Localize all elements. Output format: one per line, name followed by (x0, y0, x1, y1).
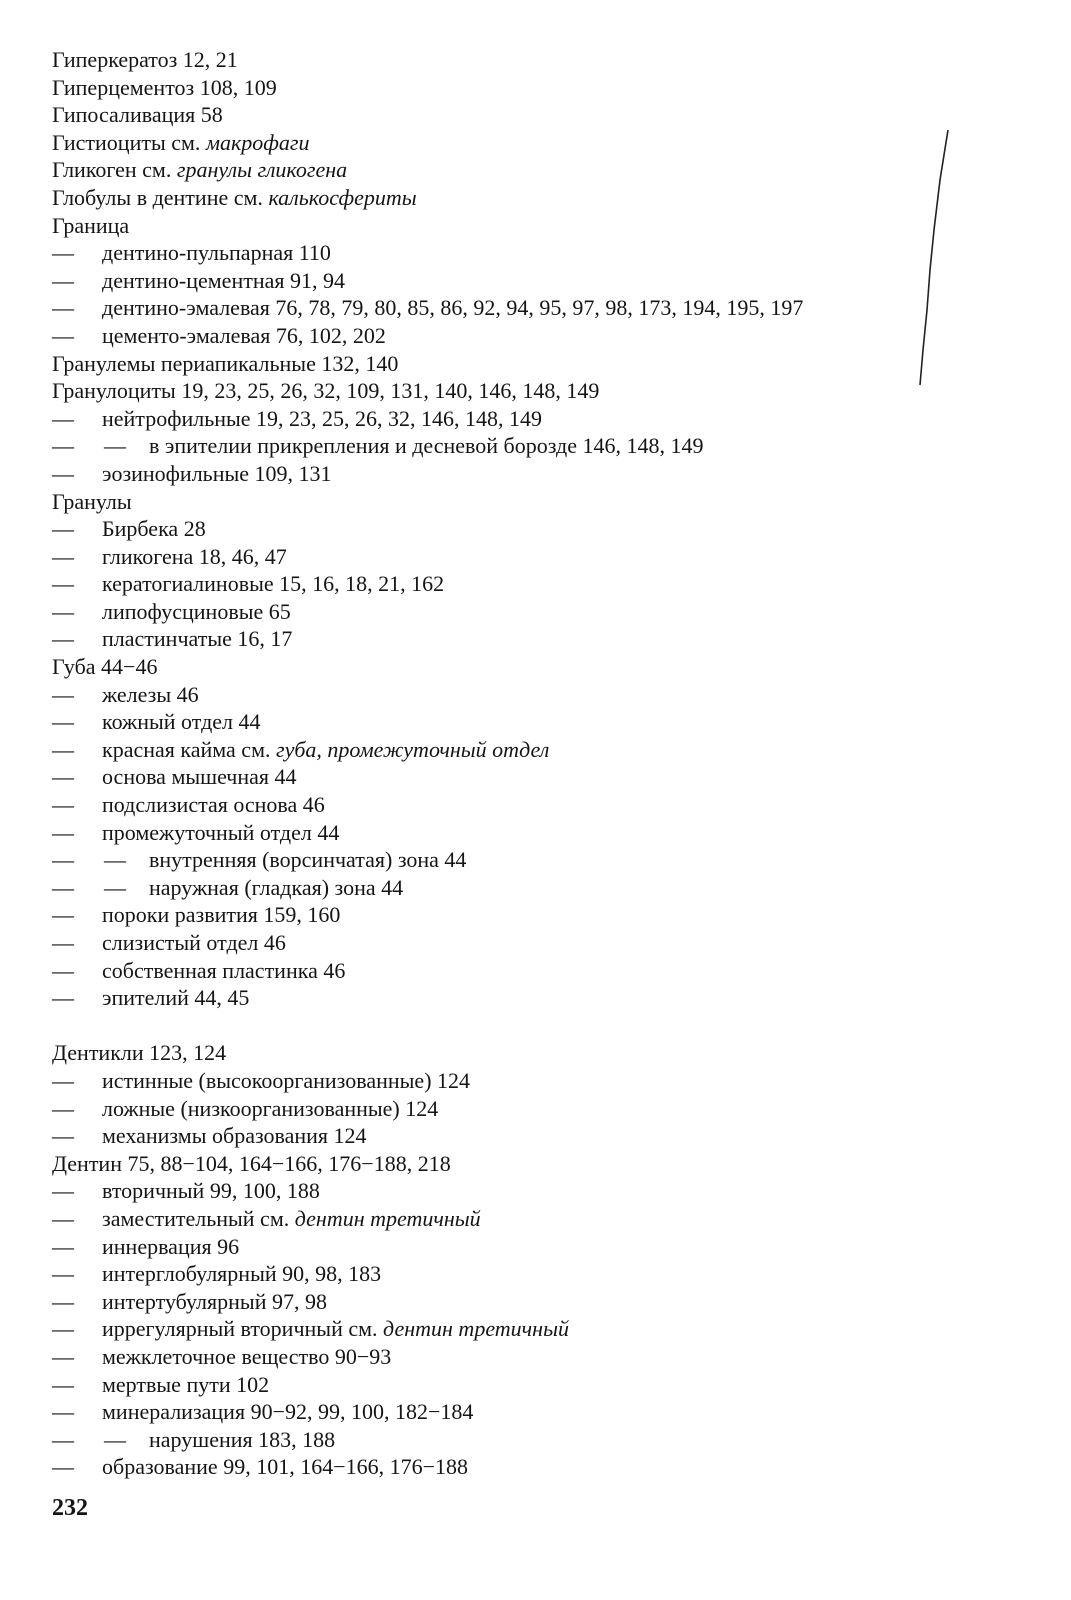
entry-text (102, 1288, 327, 1316)
entry-text (102, 598, 291, 626)
em-dash: — (52, 930, 74, 955)
entry-term: пороки развития 159, 160 (102, 902, 341, 928)
em-dash: — (52, 1178, 74, 1204)
entry-text (52, 184, 417, 212)
em-dash: — (52, 543, 74, 569)
entry-text (102, 1205, 481, 1233)
entry-term: красная кайма см. (102, 736, 276, 762)
entry-term: кожный отдел 44 (102, 709, 261, 735)
entry-text (149, 432, 704, 460)
cross-reference: дентин третичный (294, 1205, 481, 1231)
entry-term: иррегулярный вторичный см. (102, 1316, 384, 1342)
em-dash: — (104, 847, 126, 873)
em-dash: — (52, 792, 74, 818)
entry-term: дентино-цементная 91, 94 (102, 267, 345, 293)
index-subentry (52, 901, 1042, 929)
em-dash: — (104, 874, 126, 900)
em-dash: — (52, 1426, 74, 1452)
entry-text (52, 350, 398, 378)
entry-text (102, 267, 345, 295)
entry-term: железы 46 (102, 681, 199, 707)
margin-pencil-mark (890, 120, 970, 400)
index-subentry (52, 405, 1042, 433)
entry-term: липофусциновые 65 (102, 598, 291, 624)
index-subentry (52, 1260, 1042, 1288)
entry-text (102, 543, 287, 571)
index-subentry (52, 1095, 1042, 1123)
entry-text (102, 791, 325, 819)
entry-text (102, 1371, 269, 1399)
entry-term: подслизистая основа 46 (102, 792, 325, 818)
entry-text (102, 1453, 468, 1481)
index-subentry (52, 791, 1042, 819)
entry-term: в эпителии прикрепления и десневой борозде 146, 148, 149 (149, 433, 704, 459)
entry-term: Гранулоциты 19, 23, 25, 26, 32, 109, 131, 140, 146, 148, 149 (52, 378, 600, 404)
entry-term: гликогена 18, 46, 47 (102, 543, 287, 569)
entry-text (52, 74, 277, 102)
index-subsubentry (52, 846, 1042, 874)
index-subentry (52, 1067, 1042, 1095)
entry-term: межклеточное вещество 90−93 (102, 1343, 392, 1369)
em-dash: — (104, 433, 126, 459)
entry-term: Глобулы в дентине см. (52, 184, 269, 210)
index-heading-entry (52, 653, 1042, 681)
entry-term: эпителий 44, 45 (102, 985, 250, 1011)
entry-text (149, 846, 466, 874)
index-subsubentry (52, 432, 1042, 460)
index-subentry (52, 984, 1042, 1012)
entry-term: дентино-эмалевая 76, 78, 79, 80, 85, 86, 92, 94, 95, 97, 98, 173, 194, 195, 197 (102, 295, 804, 321)
index-subentry (52, 708, 1042, 736)
entry-term: интертубулярный 97, 98 (102, 1288, 327, 1314)
entry-text (52, 488, 132, 516)
entry-term: Гиперцементоз 108, 109 (52, 74, 277, 100)
entry-text (102, 957, 345, 985)
section-gap (52, 1012, 1042, 1040)
entry-text (102, 1177, 320, 1205)
cross-reference: калькосфериты (268, 184, 417, 210)
entry-term: иннервация 96 (102, 1233, 240, 1259)
index-heading-entry (52, 1039, 1042, 1067)
entry-term: образование 99, 101, 164−166, 176−188 (102, 1454, 469, 1480)
index-subentry (52, 1453, 1042, 1481)
entry-text (102, 819, 339, 847)
entry-text (102, 1398, 473, 1426)
em-dash: — (52, 1261, 74, 1287)
entry-text (102, 929, 286, 957)
index-subentry (52, 460, 1042, 488)
entry-term: Граница (52, 212, 130, 238)
entry-text (102, 984, 249, 1012)
index-subentry (52, 681, 1042, 709)
index-subentry (52, 570, 1042, 598)
em-dash: — (52, 819, 74, 845)
index-subsubentry (52, 1426, 1042, 1454)
em-dash: — (52, 681, 74, 707)
em-dash: — (52, 322, 74, 348)
index-heading-entry (52, 74, 1042, 102)
index-subentry (52, 598, 1042, 626)
entry-text (52, 129, 309, 157)
em-dash: — (52, 1288, 74, 1314)
entry-term: мертвые пути 102 (102, 1371, 270, 1397)
entry-text (102, 708, 261, 736)
em-dash: — (52, 764, 74, 790)
entry-term: Гиперкератоз 12, 21 (52, 47, 238, 72)
index-heading-entry (52, 1150, 1042, 1178)
page-number: 232 (52, 1495, 88, 1521)
entry-text (102, 239, 331, 267)
entry-text (102, 736, 549, 764)
em-dash: — (52, 1316, 74, 1342)
entry-term: минерализация 90−92, 99, 100, 182−184 (102, 1399, 474, 1425)
entry-text (102, 1260, 381, 1288)
entry-term: Дентин 75, 88−104, 164−166, 176−188, 218 (52, 1150, 451, 1176)
entry-text (52, 653, 157, 681)
cross-reference: гранулы гликогена (176, 157, 348, 183)
entry-term: пластинчатые 16, 17 (102, 626, 293, 652)
em-dash: — (52, 240, 74, 266)
em-dash: — (52, 1067, 74, 1093)
entry-text (149, 1426, 335, 1454)
entry-text (102, 1067, 470, 1095)
em-dash: — (52, 1123, 74, 1149)
entry-term: Гипосаливация 58 (52, 102, 223, 128)
entry-text (102, 405, 542, 433)
em-dash: — (52, 1233, 74, 1259)
em-dash: — (52, 709, 74, 735)
entry-term: нарушения 183, 188 (149, 1426, 336, 1452)
entry-term: вторичный 99, 100, 188 (102, 1178, 320, 1204)
index-subentry (52, 1122, 1042, 1150)
cross-reference: дентин третичный (383, 1316, 569, 1342)
entry-text (102, 901, 340, 929)
entry-term: Гистиоциты см. (52, 129, 206, 155)
entry-term: истинные (высокоорганизованные) 124 (102, 1067, 471, 1093)
index-subentry (52, 515, 1042, 543)
entry-text (102, 1233, 239, 1261)
entry-text (102, 322, 386, 350)
index-subentry (52, 1288, 1042, 1316)
entry-text (149, 874, 403, 902)
em-dash: — (52, 295, 74, 321)
index-subentry (52, 1343, 1042, 1371)
em-dash: — (52, 1454, 74, 1480)
index-subsubentry (52, 874, 1042, 902)
cross-reference: губа, промежуточный отдел (276, 736, 550, 762)
entry-text (102, 1095, 438, 1123)
em-dash: — (52, 902, 74, 928)
index-subentry (52, 1177, 1042, 1205)
entry-term: слизистый отдел 46 (102, 930, 286, 955)
em-dash: — (52, 1343, 74, 1369)
em-dash: — (52, 1205, 74, 1231)
entry-term: кератогиалиновые 15, 16, 18, 21, 162 (102, 571, 445, 597)
entry-text (52, 46, 238, 74)
em-dash: — (52, 267, 74, 293)
entry-term: внутренняя (ворсинчатая) зона 44 (149, 847, 467, 873)
em-dash: — (52, 1399, 74, 1425)
entry-term: промежуточный отдел 44 (102, 819, 340, 845)
index-subentry (52, 1315, 1042, 1343)
em-dash: — (52, 598, 74, 624)
entry-term: ложные (низкоорганизованные) 124 (102, 1095, 439, 1121)
entry-text (52, 1039, 226, 1067)
entry-text (52, 377, 599, 405)
index-subentry (52, 819, 1042, 847)
index-heading-entry (52, 46, 1042, 74)
em-dash: — (52, 460, 74, 486)
entry-text (102, 625, 292, 653)
em-dash: — (52, 985, 74, 1011)
entry-term: дентино-пульпарная 110 (102, 240, 331, 266)
entry-text (52, 212, 129, 240)
em-dash: — (52, 516, 74, 542)
index-subentry (52, 1371, 1042, 1399)
em-dash: — (52, 1095, 74, 1121)
entry-term: Гликоген см. (52, 157, 177, 183)
index-subentry (52, 625, 1042, 653)
entry-text (102, 763, 297, 791)
entry-text (102, 460, 332, 488)
index-subentry (52, 929, 1042, 957)
entry-term: Губа 44−46 (52, 654, 158, 680)
entry-term: цементо-эмалевая 76, 102, 202 (102, 322, 386, 348)
entry-text (102, 681, 199, 709)
index-subentry (52, 957, 1042, 985)
entry-text (52, 156, 347, 184)
em-dash: — (52, 847, 74, 873)
em-dash: — (52, 957, 74, 983)
entry-term: Дентикли 123, 124 (52, 1040, 227, 1066)
entry-term: Гранулемы периапикальные 132, 140 (52, 350, 399, 376)
em-dash: — (52, 571, 74, 597)
entry-term: эозинофильные 109, 131 (102, 460, 332, 486)
em-dash: — (52, 626, 74, 652)
entry-text (102, 294, 803, 322)
entry-text (102, 570, 444, 598)
em-dash: — (52, 1371, 74, 1397)
entry-term: собственная пластинка 46 (102, 957, 346, 983)
entry-text (102, 1122, 367, 1150)
entry-text (102, 1315, 569, 1343)
index-subentry (52, 543, 1042, 571)
entry-term: интерглобулярный 90, 98, 183 (102, 1261, 382, 1287)
entry-term: механизмы образования 124 (102, 1123, 367, 1149)
entry-term: наружная (гладкая) зона 44 (149, 874, 404, 900)
index-subentry (52, 1398, 1042, 1426)
entry-text (52, 101, 223, 129)
cross-reference: макрофаги (205, 129, 310, 155)
entry-term: основа мышечная 44 (102, 764, 297, 790)
em-dash: — (52, 874, 74, 900)
em-dash: — (104, 1426, 126, 1452)
index-heading-entry (52, 488, 1042, 516)
entry-text (52, 1150, 451, 1178)
em-dash: — (52, 736, 74, 762)
entry-text (102, 1343, 391, 1371)
index-subentry (52, 763, 1042, 791)
entry-term: заместительный см. (102, 1205, 295, 1231)
index-subentry (52, 1205, 1042, 1233)
entry-term: нейтрофильные 19, 23, 25, 26, 32, 146, 148, 149 (102, 405, 543, 431)
index-subentry (52, 1233, 1042, 1261)
em-dash: — (52, 433, 74, 459)
entry-text (102, 515, 206, 543)
entry-term: Гранулы (52, 488, 132, 514)
em-dash: — (52, 405, 74, 431)
index-subentry (52, 736, 1042, 764)
entry-term: Бирбека 28 (102, 516, 206, 542)
